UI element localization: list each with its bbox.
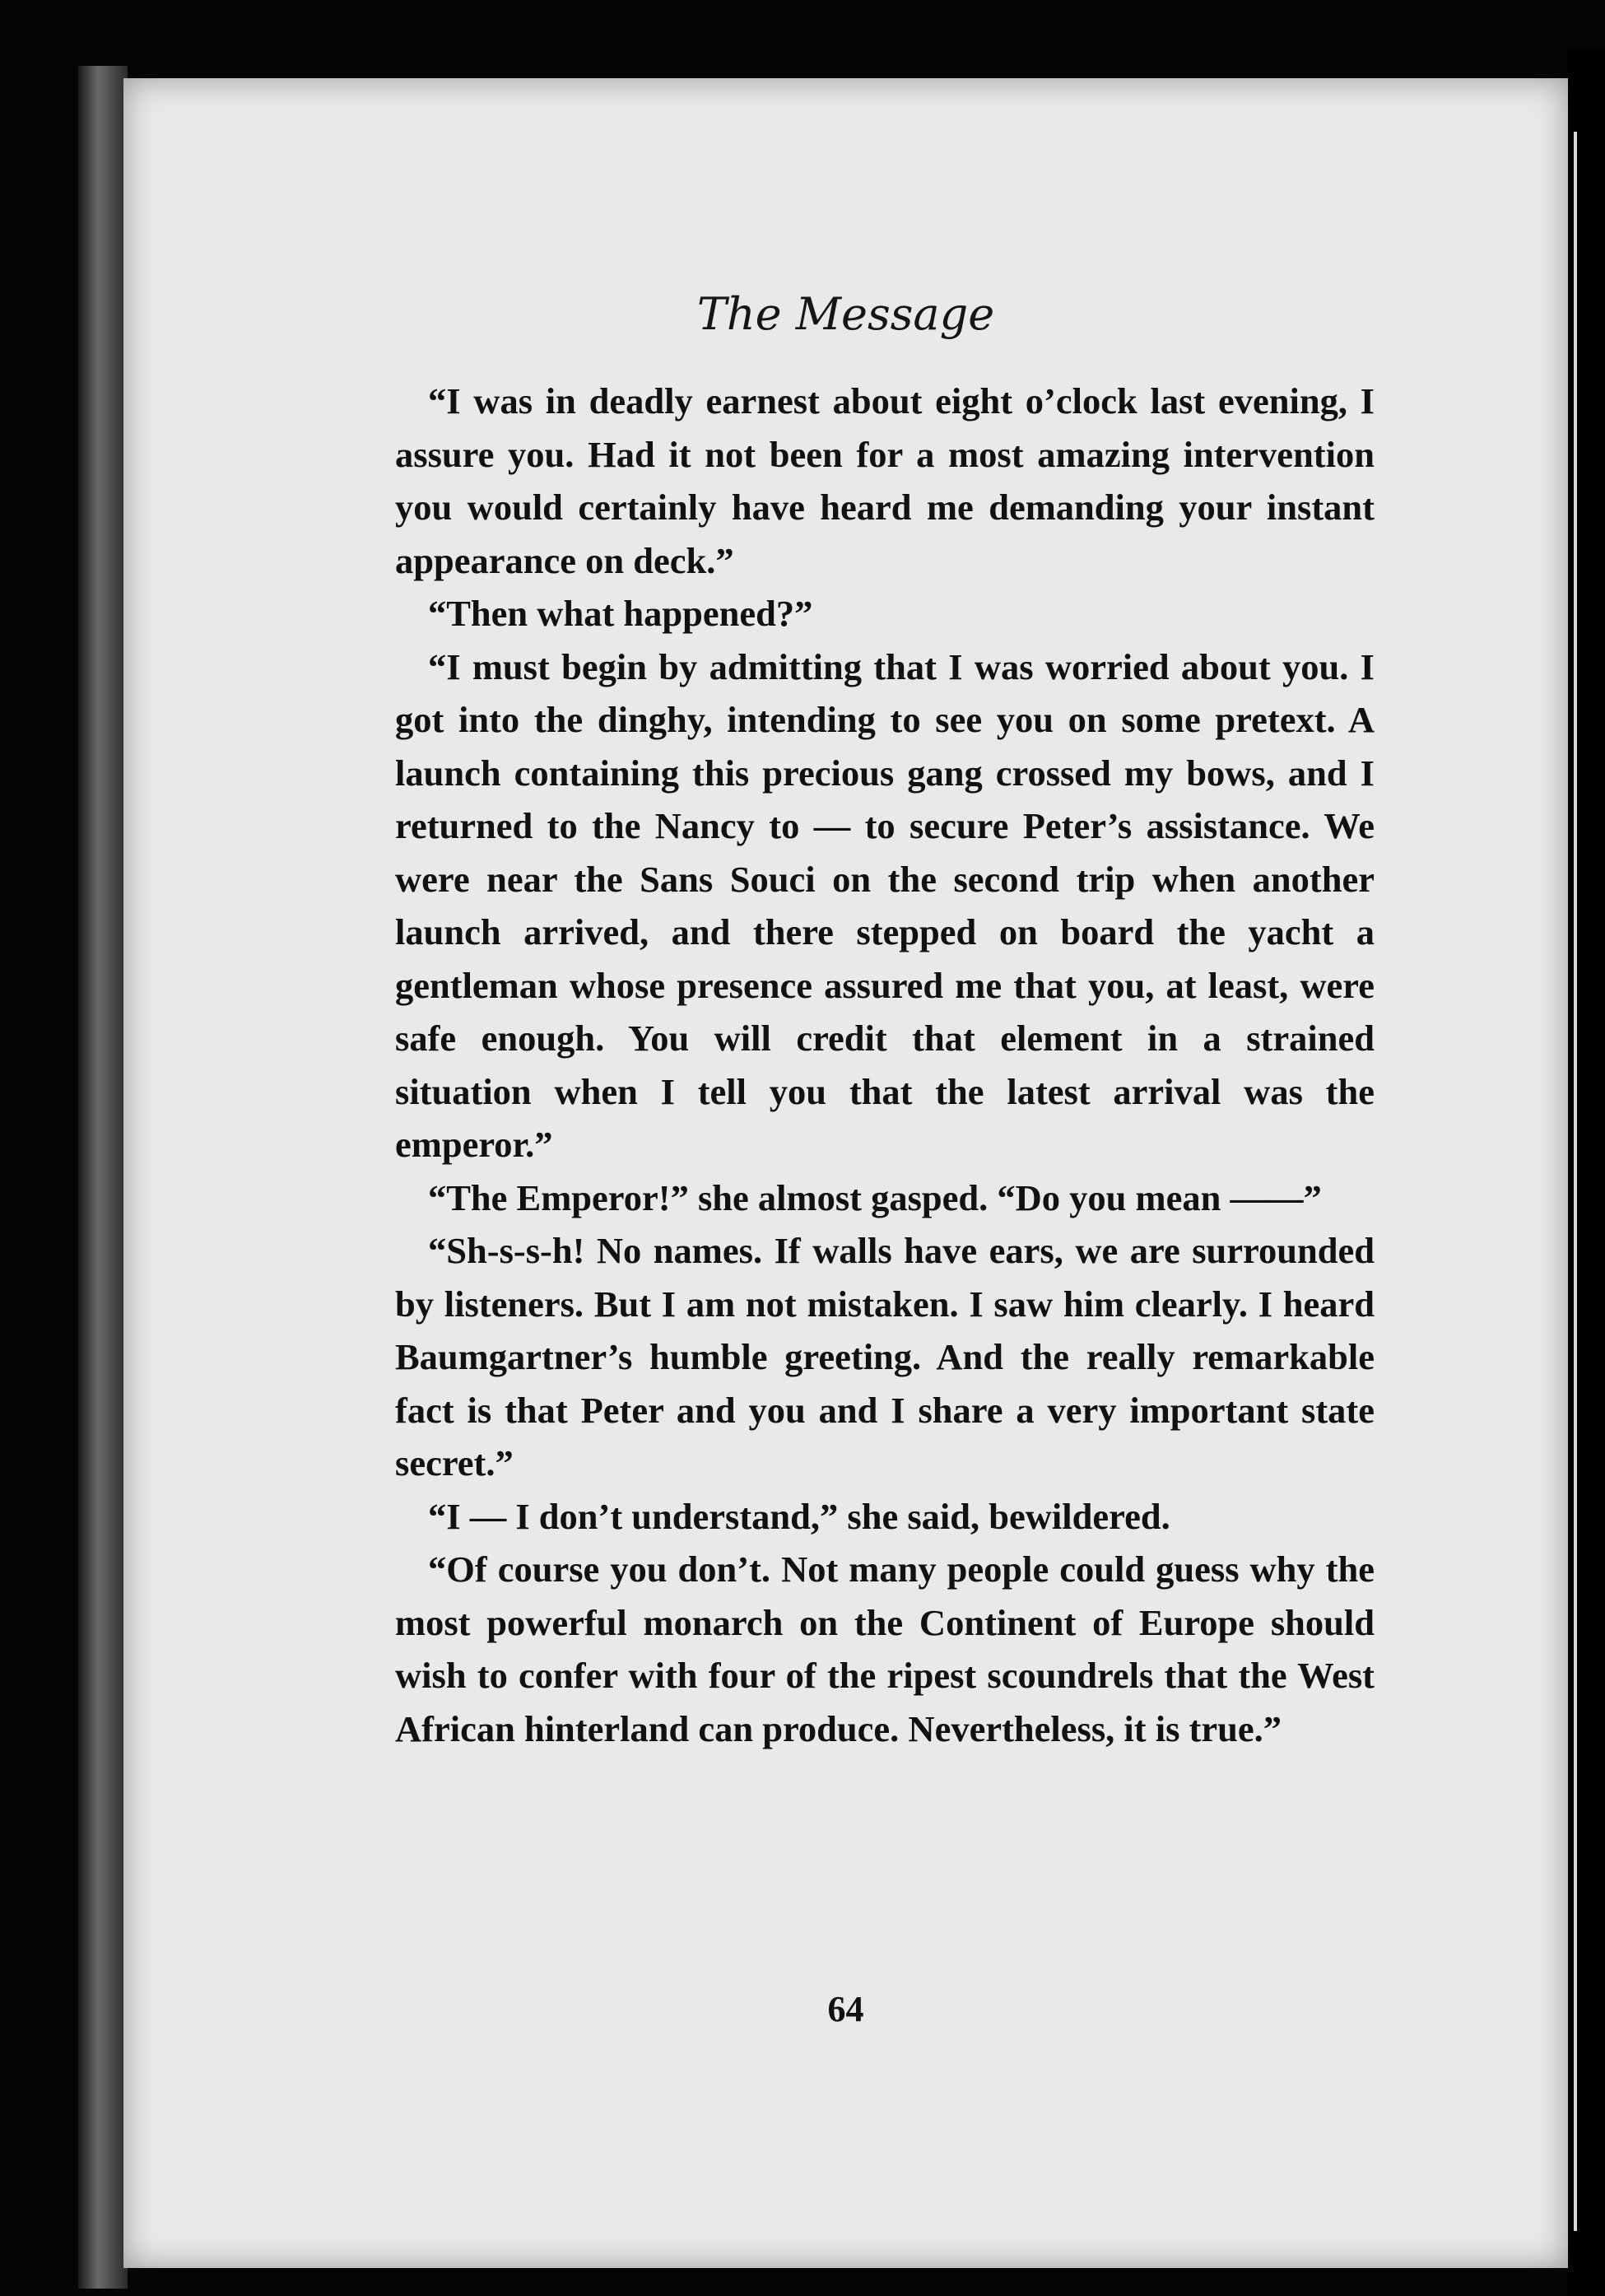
adjacent-page-edge [1574,132,1577,2231]
book-spine [78,66,128,2289]
paragraph: “I was in deadly earnest about eight o’clock last evening, I assure you. Had it not been for a most amazing intervention you would certainly have heard me demanding your instant appearance on deck.” [395,380,1375,581]
paragraph: “Then what happened?” [428,593,813,634]
paragraph: “Sh-s-s-h! No names. If walls have ears, we are surrounded by listeners. But I am not mistaken. I saw him clearly. I heard Baumgartner’s humble greeting. And the really remarkable fact is that Peter and you and I share a very important state secret.” [395,1230,1375,1483]
paragraph: “I — I don’t understand,” she said, bewildered. [428,1495,1170,1537]
body-text [395,375,1375,1755]
paragraph: “Of course you don’t. Not many people could guess why the most powerful monarch on the Continent of Europe should wish to confer with four of the ripest scoundrels that the West African hinterland can produce. Nevertheless, it is true.” [395,1549,1375,1749]
paragraph: “I must begin by admitting that I was worried about you. I got into the dinghy, intending to see you on some pretext. A launch containing this precious gang crossed my bows, and I returned to the Nancy to — to secure Peter’s assistance. We were near the Sans Souci on the second trip when another launch arrived, and there stepped on board the yacht a gentleman whose presence assured me that you, at least, were safe enough. You will credit that element in a strained situation when I tell you that the latest arrival was the emperor.” [395,645,1375,1165]
page-number: 64 [827,1989,864,2029]
paragraph: “The Emperor!” she almost gasped. “Do you mean ——” [428,1176,1322,1218]
running-head: The Message [696,288,995,340]
